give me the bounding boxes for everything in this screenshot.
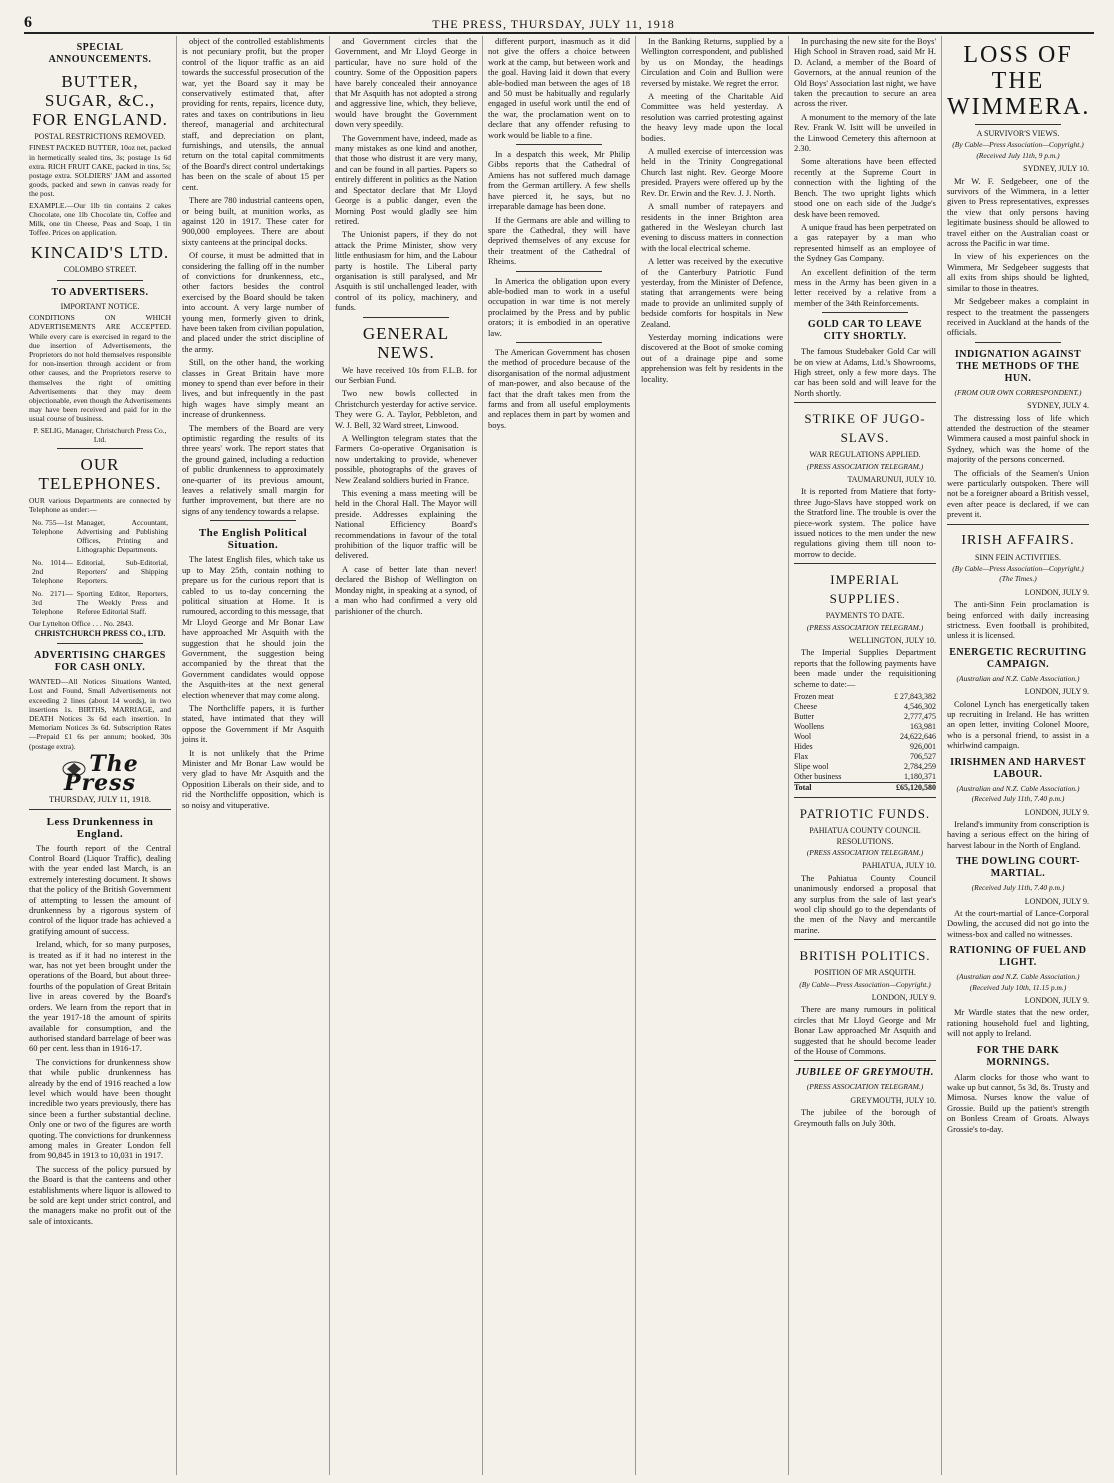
lead-article-body: The fourth report of the Central Control Board (Liquor Traffic), dealing with the year ended last March, is an extremely interesting document. It shows that the policy of the British Government of attempting to lessen the amount of drunkenness by a rigorous system of control of the liquor trade has achieved a gratifying amount of success. Ireland, which, for so many purposes, is treated as if it had no interest in the war, has not yet been brought under the operations of the Board, but about three-fourths of the population of Great Britain live in areas covered by the Board's orders. We learn from the report that in the year 1917-18 the amount of spirits available for consumption, and the authorised standard barrelage of beer was 60 per cent. less than in 1916-17. The convictions for drunkenness show that while public drunkenness has already by the end of 1916 reached a low level which would have been thought incredible two years previously, there has since been a further substantial decline. Only one or two of the figures are worth quoting. The convictions for drunkenness among males in Greater London fell from 90,845 in 1913 to 10,031 in 1917. The success of the policy pursued by the Board is that the canteens and other establishments where liquor is allowed to be sold are kept under strict control, and the managers make no profit out of the sale of intoxicants. — [29, 842, 171, 1226]
table-row: Frozen meat £ 27,843,382 — [794, 692, 936, 702]
divider — [794, 402, 936, 403]
divider — [516, 342, 601, 343]
harvest-title: IRISHMEN AND HARVEST LABOUR. — [950, 756, 1086, 780]
postal-note: POSTAL RESTRICTIONS REMOVED. — [34, 132, 166, 141]
fuel-body: Mr Wardle states that the new order, rationing household fuel and lighting, will not apply to Ireland. — [947, 1007, 1089, 1039]
strike-subtitle: WAR REGULATIONS APPLIED. — [809, 450, 921, 460]
wimmera-body: Mr W. F. Sedgebeer, one of the survivors of the Wimmera, in a letter given to Press representatives, expresses the view that only persons having legitimate business should be allowed to travel either on the Australian coast or across the Pacific in war time. In view of his experiences on the Wimmera, Mr Sedgebeer suggests that all exits from ships should be lighted, similar to those in theatres. Mr Sedgebeer makes a complaint in respect to the treatment the passengers received in Auckland at the hands of the officials. — [947, 175, 1089, 338]
jubilee-body: The jubilee of the borough of Greymouth falls on July 30th. — [794, 1107, 936, 1128]
payments-table — [794, 692, 936, 793]
table-row: Butter 2,777,475 — [794, 712, 936, 722]
charges-body: WANTED—All Notices Situations Wanted, Lost and Found, Small Advertisements not exceeding 2 lines (about 14 words), in two insertions 1s. BIRTHS, MARRIAGE, and DEATH Notices 3s 6d each insertion. In Memoriam Notices 3s 6d. Subscription Rates—Prepaid £1 6s per annum; booked, 30s (postage extra). — [29, 677, 171, 751]
jubilee-place: GREYMOUTH, JULY 10. — [850, 1095, 936, 1105]
important-notice: IMPORTANT NOTICE. — [60, 301, 140, 311]
masthead — [29, 750, 171, 805]
table-row: No. 2171—3rd Telephone Sporting Editor, Reporters, The Weekly Press and Referee Editorial Staff. — [32, 588, 168, 616]
column-4-top: different purport, inasmuch as it did not give the offers a choice between work at the camp, but between work and the goal. Having laid it down that every able-bodied man between the ages of 18 and 50 must be habitually and regularly engaged in useful work until the end of the war, the proclamation went on to declare that any offender refusing to work would be liable to a fine. — [488, 36, 630, 140]
british-politics-note: (By Cable—Press Association—Copyright.) — [799, 979, 931, 989]
irish-subtitle: SINN FEIN ACTIVITIES. — [975, 552, 1061, 562]
british-politics-place: LONDON, JULY 9. — [871, 992, 936, 1002]
advertisers-body: CONDITIONS ON WHICH ADVERTISEMENTS ARE ACCEPTED. While every care is exercised in regard to the due insertion of Advertisements, the Proprietors do not hold themselves responsible for non-insertion through accident or from other causes, and the Proprietors reserve to themselves the right of omitting Advertisements that they may deem objectionable, even though the Advertisements may have been received and paid for in the usual course of business. P. SELIG, Manager, Christchurch Press Co., Ltd. — [29, 313, 171, 444]
telephones-table — [29, 515, 171, 619]
column-5 — [636, 36, 789, 1475]
column-1 — [24, 36, 177, 1475]
strike-place: TAUMARUNUI, JULY 10. — [847, 475, 936, 484]
strike-note: (PRESS ASSOCIATION TELEGRAM.) — [806, 461, 924, 471]
special-announcements-heading: SPECIAL ANNOUNCEMENTS. — [48, 42, 152, 65]
jubilee-note: (PRESS ASSOCIATION TELEGRAM.) — [806, 1082, 924, 1092]
column-4-body: In a despatch this week, Mr Philip Gibbs reports that the Cathedral of Amiens has not suffered much damage from the German artillery. A few shells have pierced it, he says, but no irreparable damage has been done. If the Germans are able and willing to spare the Cathedral, they will have deprived themselves of any excuse for their treatment of the Cathedral of Rheims. In America the obligation upon every able-bodied man to work in a useful occupation in war time is not merely proclaimed by the Press and by public orators; it is embodied in an operative law. The American Government has chosen the method of procedure because of the disorganisation of the normal adjustment of man-power, and also because of the fact that the draft takes men from the farms and from all useful employments and replaces them in part by women and boys. — [488, 149, 630, 430]
telephones-heading: OUR TELEPHONES. — [38, 455, 162, 494]
telephones-intro: OUR various Departments are connected by Telephone as under:— — [29, 496, 171, 515]
jubilee-title: JUBILEE OF GREYMOUTH. — [796, 1067, 934, 1079]
page-number: 6 — [24, 14, 33, 31]
column-6-body: In purchasing the new site for the Boys' High School in Straven road, said Mr H. D. Acland, a member of the Board of Governors, at the annual reunion of the Old Boys' Association last night, we have taken the precaution to secure an area across the river. A monument to the memory of the late Rev. Frank W. Isitt will be unveiled in the Linwood Cemetery this afternoon at 2.30. Some alterations have been effected recently at the Supreme Court in connection with the lighting of the Bench. The two upright lights which stood one on each side of the Judge's desk have been removed. A unique fraud has been perpetrated on a gas ratepayer by a man who represented himself as an employee of the Sydney Gas Company. An excellent definition of the term mess in the Army has been given in a letter received by a relative from a member of the 34th Reinforcements. — [794, 36, 936, 308]
divider — [363, 317, 448, 318]
divider — [822, 312, 907, 313]
table-total-row: Total £65,120,580 — [794, 783, 936, 793]
divider — [794, 939, 936, 940]
table-row: Cheese 4,546,302 — [794, 702, 936, 712]
columns — [24, 36, 1094, 1475]
imperial-subtitle: PAYMENTS TO DATE. — [825, 611, 905, 621]
table-row: Slipe wool 2,784,259 — [794, 762, 936, 772]
wimmera-note: (By Cable—Press Association—Copyright.) (Received July 11th, 9 p.m.) — [952, 140, 1084, 160]
indignation-note: (FROM OUR OWN CORRESPONDENT.) — [954, 387, 1082, 397]
divider — [210, 520, 295, 521]
british-politics-body: There are many rumours in political circles that Mr Lloyd George and Mr Bonar Law approached Mr Asquith and suggested that he should become leader of the House of Commons. — [794, 1004, 936, 1056]
butter-ad-body: FINEST PACKED BUTTER, 10oz net, packed in hermetically sealed tins, 3s; postage 1s 6d extra. RICH FRUIT CAKE, packed in tins, 5s; postage extra. SOLDIERS' JAM and assorted goods, packed and sewn in canvas ready for the post. EXAMPLE.—Our 1lb tin contains 2 cakes Chocolate, one 1lb Chocolate tin, Coffee and Milk, one tin Cheese, Peas and Soap, 1 tin Toffee. Prices on application. — [29, 143, 171, 238]
strike-title: STRIKE OF JUGO-SLAVS. — [804, 411, 926, 446]
recruiting-body: Colonel Lynch has energetically taken up recruiting in Ireland. He has written an open letter, inviting Colonel Moore, who is a personal friend, to assist in a whirlwind campaign. — [947, 698, 1089, 751]
column-2 — [177, 36, 330, 1475]
irish-note: (By Cable—Press Association—Copyright.) (The Times.) — [952, 564, 1084, 584]
irish-place: LONDON, JULY 9. — [1024, 587, 1089, 597]
column-7 — [942, 36, 1094, 1475]
masthead-date: THURSDAY, JULY 11, 1918. — [49, 794, 151, 805]
lead-article-continued: object of the controlled establishments is not pecuniary profit, but the proper control of the liquor traffic as an aid towards the successful prosecution of the war, yet the Board say it may be conservatively estimated that, after providing for rents, repairs, licence duty, rates and taxes on contributions in lieu thereof, managerial and architectural staff, and depreciation on plant, furnishings, and utensils, the annual return on the total capital commitments of the Board's direct control undertakings has been on the scale of about 15 per cent. There are 780 industrial canteens open, or being built, at munition works, as against 120 in 1917. These cater for 900,000 employees. There are about sixty canteens at the principal docks. Of course, it must be admitted that in considering the falling off in the number of convictions for drunkenness, etc., other factors besides the control exercised by the Board should be taken into account. A very large number of young men, formerly given to drink, have been taken from civilian population, and placed under the strict discipline of the army. Still, on the other hand, the working classes in Great Britain have more money to spend than ever before in their lives, and but infrequently in the past high wages have simply meant an increase of drunkenness. The members of the Board are very optimistic regarding the results of its three years' work. The report states that the ground gained, including a reduction of public drunkenness to approximately one-quarter of its previous amount, leaves a relatively small margin for further improvement, but there are no signs of any tendency towards a relapse. — [182, 36, 324, 516]
irish-title: IRISH AFFAIRS. — [961, 532, 1075, 548]
table-row: Flax 706,527 — [794, 752, 936, 762]
patriotic-subtitle: PAHIATUA COUNTY COUNCIL RESOLUTIONS. — [809, 826, 921, 846]
column-6 — [789, 36, 942, 1475]
divider — [516, 271, 601, 272]
newspaper-title: THE PRESS, THURSDAY, JULY 11, 1918 — [432, 17, 675, 31]
tel-lyttelton: Our Lyttelton Office . . . No. 2843. — [29, 618, 134, 628]
patriotic-title: PATRIOTIC FUNDS. — [799, 806, 931, 822]
column-4 — [483, 36, 636, 1475]
imperial-note: (PRESS ASSOCIATION TELEGRAM.) — [806, 622, 924, 632]
tel-company: CHRISTCHURCH PRESS CO., LTD. — [34, 628, 166, 638]
political-article-continued: and Government circles that the Government, and Mr Lloyd George in particular, have no sure hold of the country. Some of the Opposition papers have barely concealed their annoyance that Mr Asquith has not adopted a strong and aggressive line, which, they believe, would have brought the Government down very speedily. The Government have, indeed, made as many mistakes as one kind and another, that those who distrust it are very many, and can be found in all parties. Papers so entirely different in politics as the Nation and Spectator declare that Mr Lloyd George is a public danger, even the Morning Post would gladly see him retired. The Unionist papers, if they do not attack the Prime Minister, show very little enthusiasm for him, and the Labour party is hostile. The Liberal party organisation is still paralysed, and Mr Asquith is stil unchallenged leader, with control of its policy, machinery, and funds. — [335, 36, 477, 313]
imperial-title: IMPERIAL SUPPLIES. — [829, 572, 901, 607]
imperial-intro: The Imperial Supplies Department reports that the following payments have been made under the requisitioning scheme to date:— — [794, 647, 936, 689]
fuel-title: RATIONING OF FUEL AND LIGHT. — [949, 945, 1087, 969]
table-row: No. 755—1st Telephone Manager, Accountant, Advertising and Publishing Offices, Printing and Lithographic Departments. — [32, 517, 168, 554]
irish-body: The anti-Sinn Fein proclamation is being enforced with daily increasing strictness. Even football is prohibited, unless it is licensed. — [947, 599, 1089, 641]
divider — [57, 448, 142, 449]
wimmera-title: LOSS OF THE WIMMERA. — [947, 42, 1091, 120]
fuel-note: (Australian and N.Z. Cable Association.) (Received July 10th, 11.15 p.m.) — [956, 972, 1080, 992]
general-news-body: We have received 10s from F.L.B. for our Serbian Fund. Two new bowls collected in Christchurch yesterday for active service. They were G. A. Taylor, Pebbleton, and W. J. Bell, 32 Ward street, Linwood. A Wellington telegram states that the Farmers Co-operative Organisation is now undertaking to provide, whenever possible, photographs of the graves of New Zealand soldiers buried in France. This evening a mass meeting will be held in the Choral Hall. The Mayor will preside. Addresses explaining the National Efficiency Board's recommendations in favour of the total prohibition of the liquor traffic will be delivered. A case of better late than never! declared the Bishop of Wellington on Monday night, in speaking at a synod, of a man who had confirmed a very old parishioner of the church. — [335, 364, 477, 616]
dark-mornings-body: Alarm clocks for those who want to wake up but cannot, 5s 3d, 8s. Trusty and Mimosa. Nurses know the value of Grossie. Build up the patient's strength on Bonless Cream of Groats. Always Grossie's to-day. — [947, 1071, 1089, 1134]
patriotic-place: PAHIATUA, JULY 10. — [862, 861, 936, 871]
table-row: No. 1014—2nd Telephone Editorial, Sub-Editorial, Reporters' and Shipping Reporters. — [32, 557, 168, 585]
column-5-body: In the Banking Returns, supplied by a Wellington correspondent, and published by us on Monday, the headings Circulation and Coin and Bullion were reversed by mistake. We regret the error. A meeting of the Charitable Aid Committee was held yesterday. A resolution was carried protesting against the heavy levy made upon the local bodies. A mulled exercise of intercession was held in the Trinity Congregational Church last night. Rev. George Moore presided. Prayers were offered up by the Rev. Dr. Erwin and the Rev. J. J. North. A small number of ratepayers and residents in the inner Brighton area gathered in the Wesleyan church last evening to discuss matters in connection with the local electrical scheme. A letter was received by the executive of the Canterbury Patriotic Fund yesterday, from the Minister of Defence, stating that arrangements were being made to provide an unlimited supply of bedside comforts for hospitals in New Zealand. Yesterday morning indications were discovered at the Boot of smoke coming out of a drainage pipe and some apprehension was felt by residents in the locality. — [641, 36, 783, 384]
indignation-place: SYDNEY, JULY 4. — [1027, 401, 1089, 411]
gold-car-title: GOLD CAR TO LEAVE CITY SHORTLY. — [807, 319, 923, 343]
general-news-title: GENERAL NEWS. — [362, 323, 450, 362]
lead-article-title: Less Drunkenness in England. — [46, 815, 154, 840]
divider — [57, 280, 142, 281]
recruiting-note: (Australian and N.Z. Cable Association.) — [956, 673, 1080, 683]
divider — [794, 1060, 936, 1061]
british-politics-subtitle: POSITION OF MR ASQUITH. — [814, 968, 916, 978]
kincaids-firm-name: KINCAID'S LTD. — [30, 243, 170, 263]
fuel-place: LONDON, JULY 9. — [1024, 995, 1089, 1005]
divider — [975, 124, 1060, 125]
divider — [29, 809, 171, 810]
divider — [516, 144, 601, 145]
imperial-place: WELLINGTON, JULY 10. — [848, 636, 936, 646]
gold-car-body: The famous Studebaker Gold Car will be on view at Adams, Ltd.'s Showrooms, High street, only a few more days. The car has been sold and will leave for the North shortly. — [794, 346, 936, 398]
divider — [794, 797, 936, 798]
dark-mornings-title: FOR THE DARK MORNINGS. — [976, 1044, 1060, 1068]
court-martial-title: THE DOWLING COURT-MARTIAL. — [956, 856, 1080, 880]
masthead-title: The Press — [64, 750, 139, 796]
patriotic-body: The Pahiatua County Council unanimously endorsed a proposal that any surplus from the sale of last year's wool clip should go to the dependants of the men of the Navy and mercantile marine. — [794, 872, 936, 935]
wimmera-subtitle: A SURVIVOR'S VIEWS. — [976, 129, 1060, 138]
british-politics-title: BRITISH POLITICS. — [799, 948, 931, 964]
table-row: Hides 926,001 — [794, 742, 936, 752]
table-row: Wool 24,622,646 — [794, 732, 936, 742]
indignation-title: INDIGNATION AGAINST THE METHODS OF THE HUN. — [954, 348, 1082, 384]
court-martial-note: (Received July 11th, 7.40 p.m.) — [971, 883, 1065, 893]
wimmera-place: SYDNEY, JULY 10. — [1023, 164, 1089, 174]
court-martial-place: LONDON, JULY 9. — [1024, 896, 1089, 906]
indignation-body: The distressing loss of life which attended the destruction of the steamer Wimmera caused a most painful shock in Sydney, which was the home of the majority of the persons concerned. The officials of the Seamen's Union were particularly outspoken. There will not be a foreigner aboard a British vessel, even after peace is declared, if we can prevent it. — [947, 412, 1089, 520]
recruiting-title: ENERGETIC RECRUITING CAMPAIGN. — [949, 646, 1087, 670]
table-row: Woollens 163,981 — [794, 722, 936, 732]
advertisers-heading: TO ADVERTISERS. — [51, 286, 149, 298]
charges-heading: ADVERTISING CHARGES FOR CASH ONLY. — [34, 650, 166, 674]
divider — [57, 643, 142, 644]
divider — [947, 524, 1089, 525]
harvest-place: LONDON, JULY 9. — [1024, 807, 1089, 817]
harvest-note: (Australian and N.Z. Cable Association.) (Received July 11th, 7.40 p.m.) — [956, 783, 1080, 804]
recruiting-place: LONDON, JULY 9. — [1024, 687, 1089, 697]
strike-body: It is reported from Matiere that forty-three Jugo-Slavs have stopped work on the Stratford line. The trouble is over the piece-work system. The police have issued notices to the men under the new regulations giving them till noon to-morrow to decide. — [794, 486, 936, 559]
political-article-title: The English Political Situation. — [198, 527, 308, 552]
table-row: Other business 1,180,371 — [794, 772, 936, 782]
butter-ad-title: BUTTER, SUGAR, &C., FOR ENGLAND. — [32, 72, 168, 129]
divider — [794, 563, 936, 564]
divider — [975, 342, 1060, 343]
column-3 — [330, 36, 483, 1475]
harvest-body: Ireland's immunity from conscription is having a serious effect on the hiring of harvest labour in the North of England. — [947, 818, 1089, 850]
political-article-body: The latest English files, which take us up to May 25th, contain nothing to prepare us for the curious report that is cabled to us to-day concerning the political situation at Home. It is rumoured, according to this message, that Mr Lloyd George and Mr Bonar Law have approached Mr Asquith with the suggestion that he should join the Government, the suggestion being accompanied by the threat that the Government candidates would oppose the Asquith-ites at the next general election whenever that may come along. The Northcliffe papers, it is further stated, have intimated that they will oppose the Government if Mr Asquith joins it. It is not unlikely that the Prime Minister and Mr Bonar Law would be very glad to have Mr Asquith and the Opposition Liberals on their side, and to rid the Northcliffe opposition, which is so noisy and vituperative. — [182, 554, 324, 810]
kincaids-street: COLOMBO STREET. — [63, 265, 137, 275]
patriotic-note: (PRESS ASSOCIATION TELEGRAM.) — [806, 847, 924, 857]
court-martial-body: At the court-martial of Lance-Corporal Dowling, the accused did not go into the witness-box and called no witnesses. — [947, 907, 1089, 939]
page-header — [24, 6, 1094, 34]
